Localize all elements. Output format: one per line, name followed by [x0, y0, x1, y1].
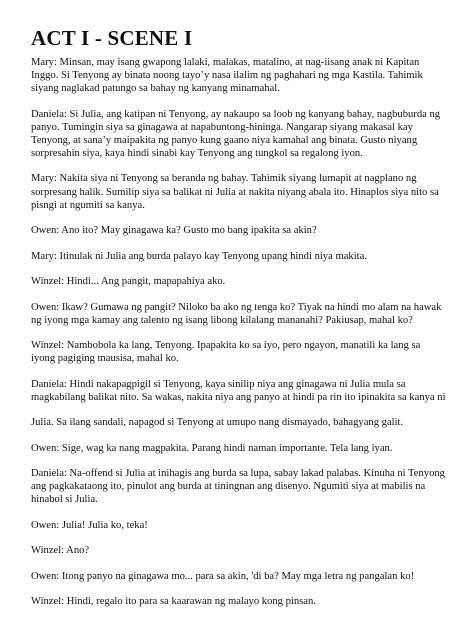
dialogue-paragraph: Julia. Sa ilang sandali, napagod si Tenyong at umupo nang dismayado, bahagyang galit. — [31, 417, 404, 429]
dialogue-paragraph: Daniela: Si Julia, ang katipan ni Tenyong, ay nakaupo sa loob ng kanyang bahay, nagbuburda ng panyo. Tumingin siya sa ginagawa at napabuntong-hininga. Nangarap siyang makasal kay Tenyong, at sana’y maipakita ng panyo kung gaano niya kamahal ang binata. Gusto niyang sorpresahin siya, kaya hindi sinabi kay Tenyong ang tungkol sa regalong iyon. — [31, 108, 441, 159]
dialogue-paragraph: Mary: Nakita siya ni Tenyong sa beranda ng bahay. Tahimik siyang lumapit at nagplano ng sorpresang halik. Sumilip siya sa balikat ni Julia at nakita niyang abala ito. Hinaplos siya nito sa pisngi at ngumiti sa kanya. — [31, 173, 439, 211]
dialogue-paragraph: Winzel: Nambobola ka lang, Tenyong. Ipapakita ko sa iyo, pero ngayon, manatili ka lang sa iyong pagiging mausisa, mahal ko. — [31, 340, 421, 365]
scene-title: ACT I - SCENE I — [31, 26, 193, 50]
dialogue-paragraph: Mary: Minsan, may isang gwapong lalaki, malakas, matalino, at nag-iisang anak ni Kapitan Inggo. Si Tenyong ay binata noong tayo’y nasa ilalim ng paghahari ng mga Kastila. Tahimik siyang naglakad patungo sa bahay ng kanyang minamahal. — [31, 57, 423, 95]
dialogue-paragraph: Winzel: Hindi... Ang pangit, mapapahiya ako. — [31, 276, 226, 288]
dialogue-paragraph: Owen: Julia! Julia ko, teka! — [31, 519, 148, 531]
dialogue-paragraph: Owen: Ano ito? May ginagawa ka? Gusto mo bang ipakita sa akin? — [31, 225, 317, 237]
dialogue-paragraph: Owen: Itong panyo na ginagawa mo... para sa akin, 'di ba? May mga letra ng pangalan ko! — [31, 570, 415, 582]
dialogue-paragraph: Winzel: Ano? — [31, 545, 90, 557]
script-body — [31, 56, 446, 608]
dialogue-paragraph: Daniela: Na-offend si Julia at inihagis ang burda sa lupa, sabay lakad palabas. Kinuha ni Tenyong ang pagkakataong ito, pinulot ang burda at tiningnan ang disenyo. Ngumiti siya at mabilis na hinabol si Julia. — [31, 468, 445, 506]
dialogue-paragraph: Owen: Ikaw? Gumawa ng pangit? Niloko ba ako ng tenga ko? Tiyak na hindi mo alam na hawak ng iyong mga kamay ang talento ng isang libong kilalang mananahi? Pakiusap, mahal ko? — [31, 301, 442, 326]
dialogue-paragraph: Daniela: Hindi nakapagpigil si Tenyong, kaya sinilip niya ang ginagawa ni Julia mula sa magkabilang balikat nito. Sa wakas, nakita niya ang panyo at hindi pa rin ito ipinakita sa kanya ni — [31, 378, 446, 403]
dialogue-paragraph: Owen: Sige, wag ka nang magpakita. Parang hindi naman importante. Tela lang iyan. — [31, 442, 393, 454]
dialogue-paragraph: Winzel: Hindi, regalo ito para sa kaarawan ng malayo kong pinsan. — [31, 596, 316, 608]
dialogue-paragraph: Mary: Itinulak ni Julia ang burda palayo kay Tenyong upang hindi niya makita. — [31, 250, 367, 262]
